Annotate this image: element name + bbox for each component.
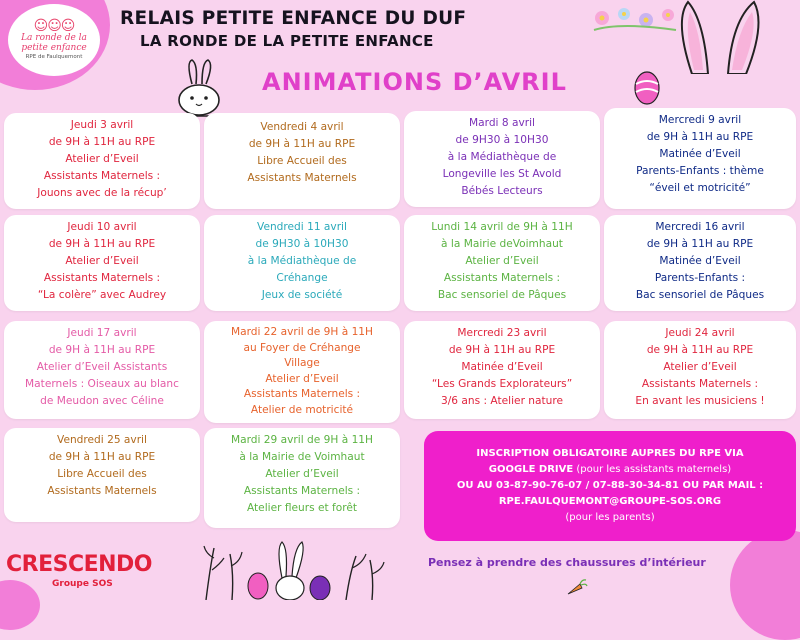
event-time: de 9H30 à 10H30 <box>255 238 349 250</box>
event-line: Matinée d’Eveil <box>461 361 543 373</box>
event-card-apr-25 <box>4 428 200 522</box>
event-card-apr-14 <box>404 215 600 311</box>
inscription-email[interactable]: RPE.FAULQUEMONT@GROUPE-SOS.ORG <box>498 496 722 507</box>
logo-line-3: RPE de Faulquemont <box>25 54 83 60</box>
event-place: au Foyer de Créhange <box>243 341 361 354</box>
event-line: Atelier de motricité <box>250 403 354 416</box>
event-time: de 9H à 11H au RPE <box>48 451 156 463</box>
event-card-apr-9 <box>604 108 796 209</box>
event-line: Longeville les St Avold <box>442 168 562 180</box>
event-date: Mardi 8 avril <box>469 117 535 129</box>
event-place: à la Mairie deVoimhaut <box>441 238 563 250</box>
event-line: Libre Accueil des <box>257 155 347 167</box>
event-line: Atelier d’Eveil <box>465 255 539 267</box>
event-date: Vendredi 11 avril <box>257 221 347 233</box>
event-line: Atelier d’Eveil <box>265 468 339 480</box>
inscription-phone: OU AU 03-87-90-76-07 / 07-88-30-34-81 OU PAR MAIL : <box>456 480 764 491</box>
inscription-google-drive: GOOGLE DRIVE <box>488 464 574 475</box>
event-line: Atelier fleurs et forêt <box>246 502 358 514</box>
event-time: de 9H à 11H au RPE <box>448 344 556 356</box>
event-line: 3/6 ans : Atelier nature <box>440 395 564 407</box>
event-date: Vendredi 25 avril <box>57 434 147 446</box>
event-card-apr-22 <box>204 321 400 423</box>
page-subtitle-organisation: LA RONDE DE LA PETITE ENFANCE <box>140 32 434 50</box>
event-time: de 9H30 à 10H30 <box>455 134 549 146</box>
event-time: de 9H à 11H au RPE <box>646 238 754 250</box>
event-line: Assistants Maternels <box>247 172 357 184</box>
bunny-ears-icon <box>670 0 770 74</box>
crescendo-logo: CRESCENDO <box>6 552 153 577</box>
event-line: Atelier d’Eveil Assistants <box>36 361 168 373</box>
event-line: Atelier d’Eveil <box>65 255 139 267</box>
event-time: de 9H à 11H au RPE <box>48 344 156 356</box>
flowers-icon <box>590 4 680 34</box>
event-line: Bébés Lecteurs <box>461 185 543 197</box>
event-card-apr-3 <box>4 113 200 209</box>
event-line: Assistants Maternels : <box>641 378 759 390</box>
event-line: Créhange <box>276 272 328 284</box>
event-time: de 9H à 11H au RPE <box>646 131 754 143</box>
bunny-head-icon <box>172 58 226 120</box>
event-card-apr-10 <box>4 215 200 311</box>
event-place-2: Village <box>284 357 320 369</box>
event-line: “La colère” avec Audrey <box>37 289 167 301</box>
inscription-line-1: INSCRIPTION OBLIGATOIRE AUPRES DU RPE VIA <box>476 448 744 459</box>
carrot-icon <box>566 578 588 596</box>
event-date: Jeudi 17 avril <box>67 327 137 339</box>
event-line: Maternels : Oiseaux au blanc <box>25 378 179 390</box>
event-line: Assistants Maternels : <box>243 485 361 497</box>
event-time: de 9H à 11H au RPE <box>48 238 156 250</box>
event-line: à la Médiathèque de <box>247 255 357 267</box>
page-title: RELAIS PETITE ENFANCE DU DUF <box>120 8 467 29</box>
event-date: Jeudi 3 avril <box>70 119 134 131</box>
event-line: Assistants Maternels : <box>43 272 161 284</box>
event-line: Assistants Maternels : <box>243 388 361 400</box>
event-line: Atelier d’Eveil <box>663 361 737 373</box>
event-line: Matinée d’Eveil <box>659 148 741 160</box>
event-place: à la Mairie de Voimhaut <box>239 451 365 463</box>
event-line: de Meudon avec Céline <box>40 395 164 407</box>
footer-note: Pensez à prendre des chaussures d’intérieur <box>428 556 706 569</box>
event-line: Bac sensoriel de Pâques <box>437 289 567 301</box>
inscription-line-2 <box>489 462 731 478</box>
easter-egg-icon <box>632 66 662 106</box>
decor-blob-bottom-right <box>730 530 800 640</box>
groupe-sos-logo: Groupe SOS <box>52 579 113 589</box>
logo-line-1: La ronde de la <box>21 33 87 43</box>
event-card-apr-11 <box>204 215 400 311</box>
event-date: Vendredi 4 avril <box>260 121 344 133</box>
event-line: Assistants Maternels : <box>43 170 161 182</box>
event-line: Atelier d’Eveil <box>65 153 139 165</box>
section-title-animations: ANIMATIONS D’AVRIL <box>262 68 567 96</box>
event-line: Assistants Maternels : <box>443 272 561 284</box>
event-date: Mardi 29 avril de 9H à 11H <box>230 434 374 446</box>
event-card-apr-29 <box>204 428 400 528</box>
event-date: Mercredi 9 avril <box>658 114 742 126</box>
event-card-apr-16 <box>604 215 796 311</box>
inscription-audience-am: (pour les assistants maternels) <box>573 464 732 475</box>
event-line: Libre Accueil des <box>57 468 147 480</box>
event-line: “éveil et motricité” <box>649 182 751 194</box>
logo-line-2: petite enfance <box>21 43 87 53</box>
event-line: En avant les musiciens ! <box>635 395 765 407</box>
event-time: de 9H à 11H au RPE <box>248 138 356 150</box>
event-line: Parents-Enfants : thème <box>636 165 764 177</box>
event-line: Matinée d’Eveil <box>659 255 741 267</box>
event-line: Bac sensoriel de Pâques <box>635 289 765 301</box>
event-line: à la Médiathèque de <box>447 151 557 163</box>
event-date: Jeudi 24 avril <box>665 327 735 339</box>
event-card-apr-24 <box>604 321 796 419</box>
event-line: Parents-Enfants : <box>654 272 746 284</box>
event-line: “Les Grands Explorateurs” <box>431 378 573 390</box>
decor-blob-bottom-left <box>0 580 40 630</box>
event-card-apr-17 <box>4 321 200 419</box>
event-card-apr-4 <box>204 113 400 209</box>
event-date: Mercredi 23 avril <box>457 327 547 339</box>
event-line: Jouons avec de la récup’ <box>37 187 167 199</box>
event-date: Mercredi 16 avril <box>655 221 745 233</box>
garden-bunny-icon <box>196 528 396 600</box>
inscription-box <box>424 431 796 541</box>
inscription-audience-parents: (pour les parents) <box>565 512 655 523</box>
event-line: Atelier d’Eveil <box>265 372 339 385</box>
rpe-logo <box>8 4 100 76</box>
event-line: Assistants Maternels <box>47 485 157 497</box>
event-date: Mardi 22 avril de 9H à 11H <box>230 326 374 338</box>
children-icon: ☺☺☺ <box>33 18 75 34</box>
event-card-apr-23 <box>404 321 600 419</box>
event-time: de 9H à 11H au RPE <box>646 344 754 356</box>
event-date: Lundi 14 avril de 9H à 11H <box>431 221 573 233</box>
event-card-apr-8 <box>404 111 600 207</box>
event-line: Jeux de société <box>261 289 343 301</box>
event-date: Jeudi 10 avril <box>67 221 137 233</box>
event-time: de 9H à 11H au RPE <box>48 136 156 148</box>
